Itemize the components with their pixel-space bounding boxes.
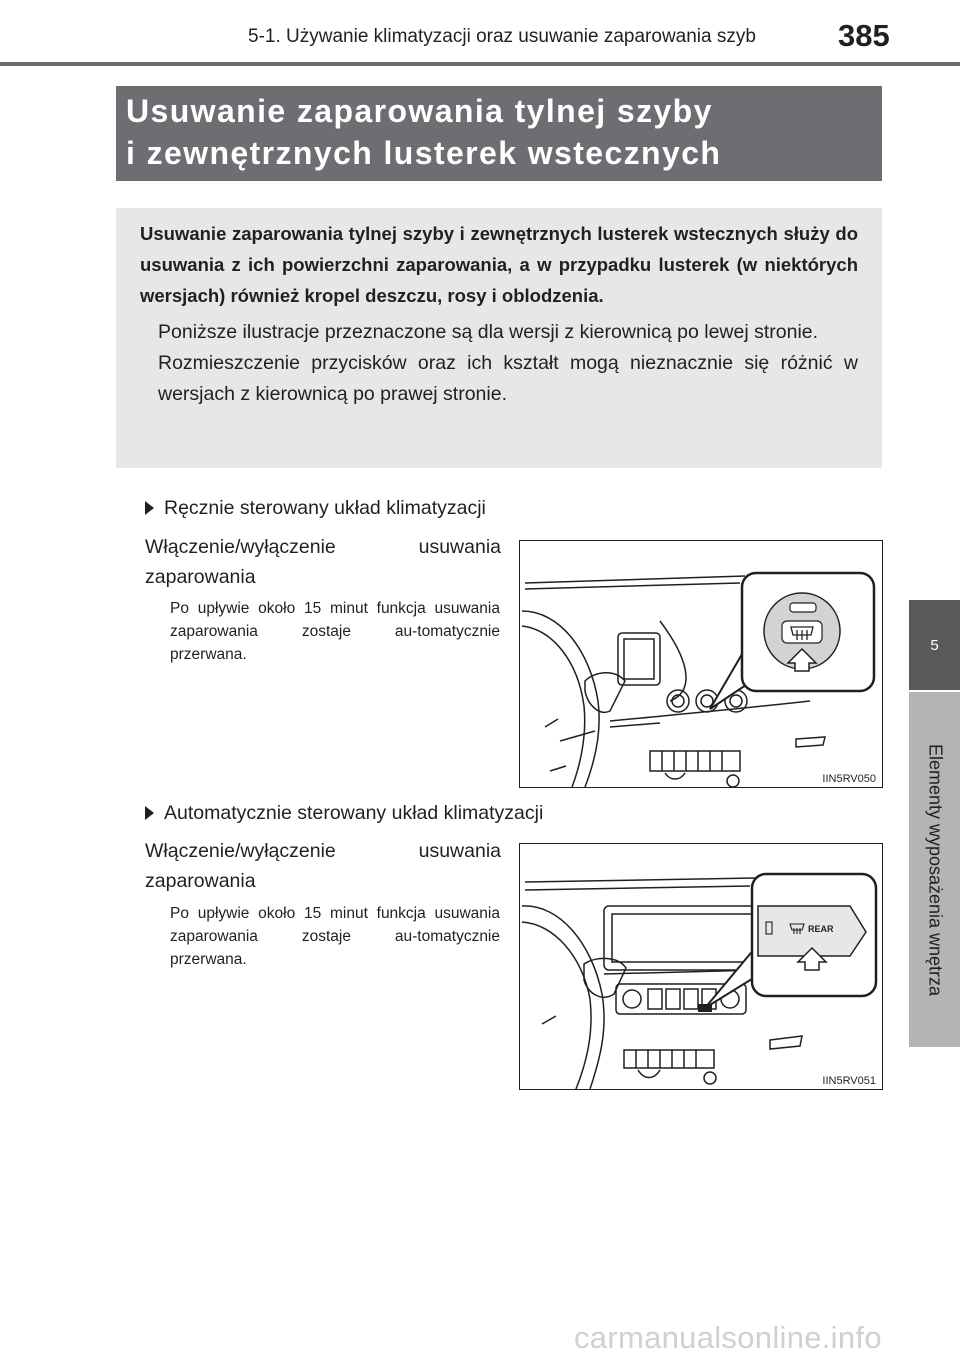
chapter-title: Elementy wyposażenia wnętrza	[925, 743, 945, 996]
intro-summary: Usuwanie zaparowania tylnej szyby i zewnętrznych lusterek wstecznych służy do usuwania z ich powierzchni zaparowania, a w przypadku lusterek (w niektórych wersjach) również kropel deszczu, rosy i oblodzenia.	[140, 223, 858, 306]
action-word-2: usuwania	[418, 840, 501, 862]
intro-note-2: Rozmieszczenie przycisków oraz ich kształt mogą nieznacznie się różnić w wersjach z kierownicą po prawej stronie.	[158, 352, 858, 405]
description-manual: Po upływie około 15 minut funkcja usuwania zaparowania zostaje au-tomatycznie przerwana.	[170, 600, 500, 663]
action-line-2: zaparowania	[145, 870, 256, 892]
chapter-number: 5	[930, 636, 939, 654]
triangle-bullet-icon	[145, 501, 154, 515]
intro-box	[116, 208, 882, 468]
description-auto: Po upływie około 15 minut funkcja usuwania zaparowania zostaje au-tomatycznie przerwana.	[170, 905, 500, 968]
figure-code: IIN5RV050	[822, 773, 876, 785]
section-title-box	[116, 86, 882, 181]
action-word-1: Włączenie/wyłączenie	[145, 536, 336, 558]
rear-button-label: REAR	[808, 924, 834, 934]
action-word-1: Włączenie/wyłączenie	[145, 840, 336, 862]
watermark: carmanualsonline.info	[574, 1320, 882, 1355]
triangle-bullet-icon	[145, 806, 154, 820]
header-divider	[0, 62, 960, 66]
illustration-manual-ac	[519, 540, 883, 788]
subsection-heading-text: Automatycznie sterowany układ klimatyzacji	[164, 802, 544, 824]
subsection-heading-auto	[145, 802, 543, 825]
subsection-heading-text: Ręcznie sterowany układ klimatyzacji	[164, 497, 486, 519]
figure-code: IIN5RV051	[822, 1075, 876, 1087]
dashboard-drawing-manual	[520, 541, 882, 787]
action-word-2: usuwania	[418, 536, 501, 558]
running-header: 5-1. Używanie klimatyzacji oraz usuwanie zaparowania szyb	[248, 26, 756, 47]
action-label-auto	[145, 836, 501, 896]
title-line-1: Usuwanie zaparowania tylnej szyby	[126, 93, 713, 129]
action-line-2: zaparowania	[145, 566, 256, 588]
action-label-manual	[145, 532, 501, 592]
subsection-heading-manual	[145, 497, 486, 520]
page-number: 385	[838, 18, 890, 53]
chapter-tab-number	[909, 600, 960, 690]
title-line-2: i zewnętrznych lusterek wstecznych	[126, 135, 722, 171]
illustration-auto-ac	[519, 843, 883, 1090]
chapter-tab-label	[909, 692, 960, 1047]
intro-note-1: Poniższe ilustracje przeznaczone są dla wersji z kierownicą po lewej stronie.	[158, 321, 819, 343]
dashboard-drawing-auto	[520, 844, 882, 1089]
